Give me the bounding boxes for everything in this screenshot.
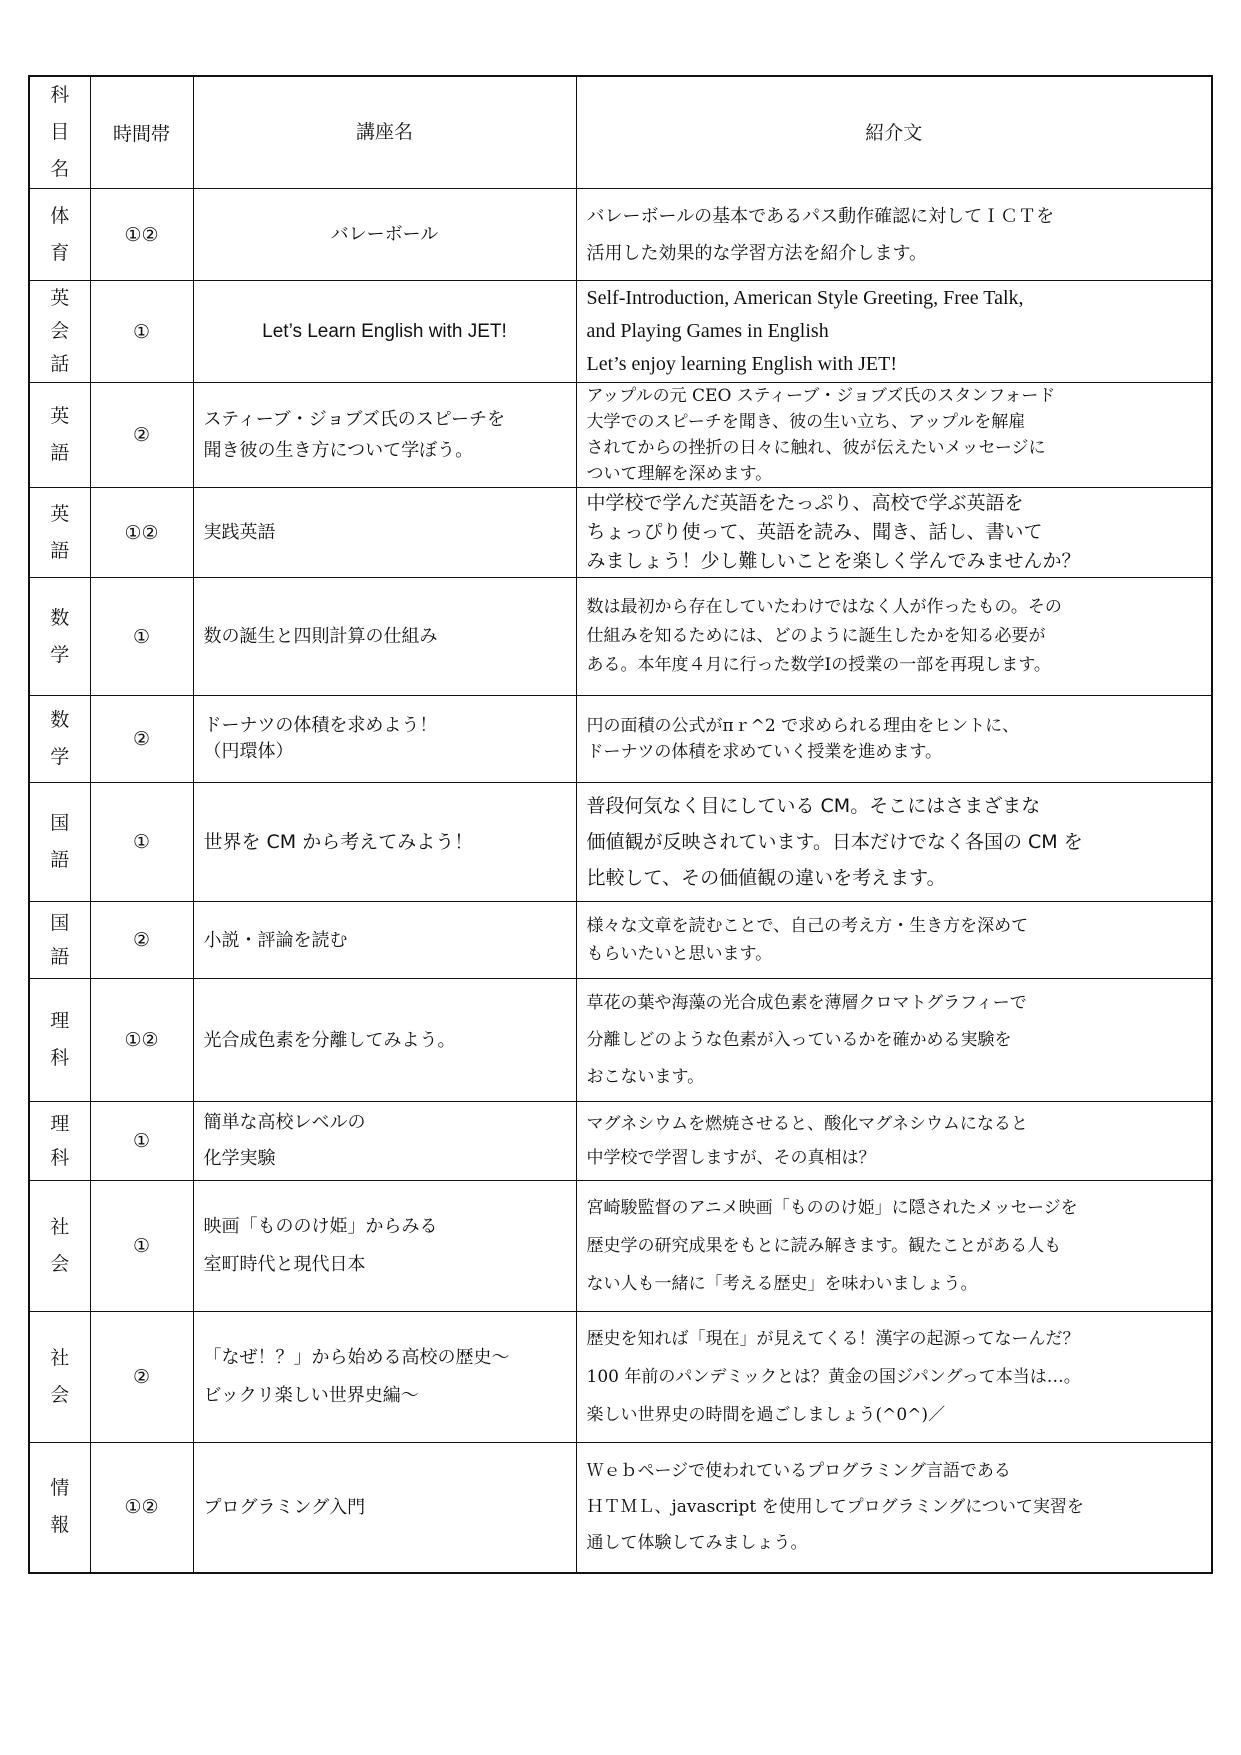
- table-row: [29, 902, 1212, 979]
- time-cell: ①: [90, 281, 193, 383]
- time-cell: ②: [90, 902, 193, 979]
- subject-cell: 体 育: [29, 189, 90, 281]
- table-row: [29, 696, 1212, 783]
- desc-cell: 円の面積の公式がπｒ^2 で求められる理由をヒントに、 ドーナツの体積を求めていく授業を進めます。: [576, 696, 1212, 783]
- title-cell: 世界を CM から考えてみよう！: [193, 783, 576, 902]
- table-row: [29, 1181, 1212, 1312]
- title-cell: 小説・評論を読む: [193, 902, 576, 979]
- desc-cell: マグネシウムを燃焼させると、酸化マグネシウムになると 中学校で学習しますが、その真相は？: [576, 1102, 1212, 1181]
- table-row: [29, 979, 1212, 1102]
- desc-cell: 歴史を知れば「現在」が見えてくる！漢字の起源ってなーんだ？ 100 年前のパンデミックとは？黄金の国ジパングって本当は…。 楽しい世界史の時間を過ごしましょう(^0^)／: [576, 1312, 1212, 1443]
- desc-cell: アップルの元 CEO スティーブ・ジョブズ氏のスタンフォード 大学でのスピーチを聞き、彼の生い立ち、アップルを解雇 されてからの挫折の日々に触れ、彼が伝えたいメッセージに ついて理解を深めます。: [576, 383, 1212, 488]
- subject-cell: 英 語: [29, 383, 90, 488]
- time-cell: ②: [90, 383, 193, 488]
- subject-cell: 国 語: [29, 902, 90, 979]
- table-row: [29, 383, 1212, 488]
- desc-cell: Ｗｅｂページで使われているプログラミング言語である ＨＴＭＬ、javascript を使用してプログラミングについて実習を 通して体験してみましょう。: [576, 1443, 1212, 1573]
- title-cell: スティーブ・ジョブズ氏のスピーチを 聞き彼の生き方について学ぼう。: [193, 383, 576, 488]
- time-cell: ①②: [90, 488, 193, 578]
- title-cell: 映画「もののけ姫」からみる 室町時代と現代日本: [193, 1181, 576, 1312]
- header-row: [29, 76, 1212, 189]
- table-row: [29, 783, 1212, 902]
- header-desc: 紹介文: [576, 76, 1212, 189]
- subject-cell: 理 科: [29, 979, 90, 1102]
- subject-cell: 情 報: [29, 1443, 90, 1573]
- title-cell: 実践英語: [193, 488, 576, 578]
- table-row: [29, 488, 1212, 578]
- time-cell: ①②: [90, 189, 193, 281]
- desc-cell: 普段何気なく目にしている CM。そこにはさまざまな 価値観が反映されています。日本だけでなく各国の CM を 比較して、その価値観の違いを考えます。: [576, 783, 1212, 902]
- desc-cell: バレーボールの基本であるパス動作確認に対してＩＣＴを 活用した効果的な学習方法を紹介します。: [576, 189, 1212, 281]
- time-cell: ①: [90, 1181, 193, 1312]
- subject-cell: 英 語: [29, 488, 90, 578]
- desc-cell: 草花の葉や海藻の光合成色素を薄層クロマトグラフィーで 分離しどのような色素が入っているかを確かめる実験を おこないます。: [576, 979, 1212, 1102]
- subject-cell: 国 語: [29, 783, 90, 902]
- table-row: [29, 281, 1212, 383]
- title-cell: 数の誕生と四則計算の仕組み: [193, 578, 576, 696]
- desc-cell: Self-Introduction, American Style Greeting, Free Talk, and Playing Games in English Let’s enjoy learning English with JET!: [576, 281, 1212, 383]
- subject-cell: 理 科: [29, 1102, 90, 1181]
- time-cell: ①: [90, 578, 193, 696]
- subject-cell: 社 会: [29, 1181, 90, 1312]
- time-cell: ②: [90, 696, 193, 783]
- subject-cell: 数 学: [29, 696, 90, 783]
- subject-cell: 社 会: [29, 1312, 90, 1443]
- table-row: [29, 578, 1212, 696]
- header-title: 講座名: [193, 76, 576, 189]
- time-cell: ①②: [90, 1443, 193, 1573]
- title-cell: 簡単な高校レベルの 化学実験: [193, 1102, 576, 1181]
- title-cell: プログラミング入門: [193, 1443, 576, 1573]
- header-subject: 科 目 名: [29, 76, 90, 189]
- title-cell: 光合成色素を分離してみよう。: [193, 979, 576, 1102]
- time-cell: ②: [90, 1312, 193, 1443]
- time-cell: ①: [90, 1102, 193, 1181]
- header-time: 時間帯: [90, 76, 193, 189]
- table-row: [29, 1312, 1212, 1443]
- title-cell: バレーボール: [193, 189, 576, 281]
- desc-cell: 様々な文章を読むことで、自己の考え方・生き方を深めて もらいたいと思います。: [576, 902, 1212, 979]
- title-cell: Let’s Learn English with JET!: [193, 281, 576, 383]
- title-cell: 「なぜ！？」から始める高校の歴史～ ビックリ楽しい世界史編～: [193, 1312, 576, 1443]
- table-row: [29, 1102, 1212, 1181]
- course-table: [28, 75, 1213, 1574]
- table-row: [29, 1443, 1212, 1573]
- title-cell: ドーナツの体積を求めよう！ （円環体）: [193, 696, 576, 783]
- desc-cell: 中学校で学んだ英語をたっぷり、高校で学ぶ英語を ちょっぴり使って、英語を読み、聞き、話し、書いて みましょう！少し難しいことを楽しく学んでみませんか？: [576, 488, 1212, 578]
- desc-cell: 数は最初から存在していたわけではなく人が作ったもの。その 仕組みを知るためには、どのように誕生したかを知る必要が ある。本年度４月に行った数学Ⅰの授業の一部を再現します。: [576, 578, 1212, 696]
- subject-cell: 英 会 話: [29, 281, 90, 383]
- time-cell: ①②: [90, 979, 193, 1102]
- table-row: [29, 189, 1212, 281]
- desc-cell: 宮崎駿監督のアニメ映画「もののけ姫」に隠されたメッセージを 歴史学の研究成果をもとに読み解きます。観たことがある人も ない人も一緒に「考える歴史」を味わいましょう。: [576, 1181, 1212, 1312]
- time-cell: ①: [90, 783, 193, 902]
- subject-cell: 数 学: [29, 578, 90, 696]
